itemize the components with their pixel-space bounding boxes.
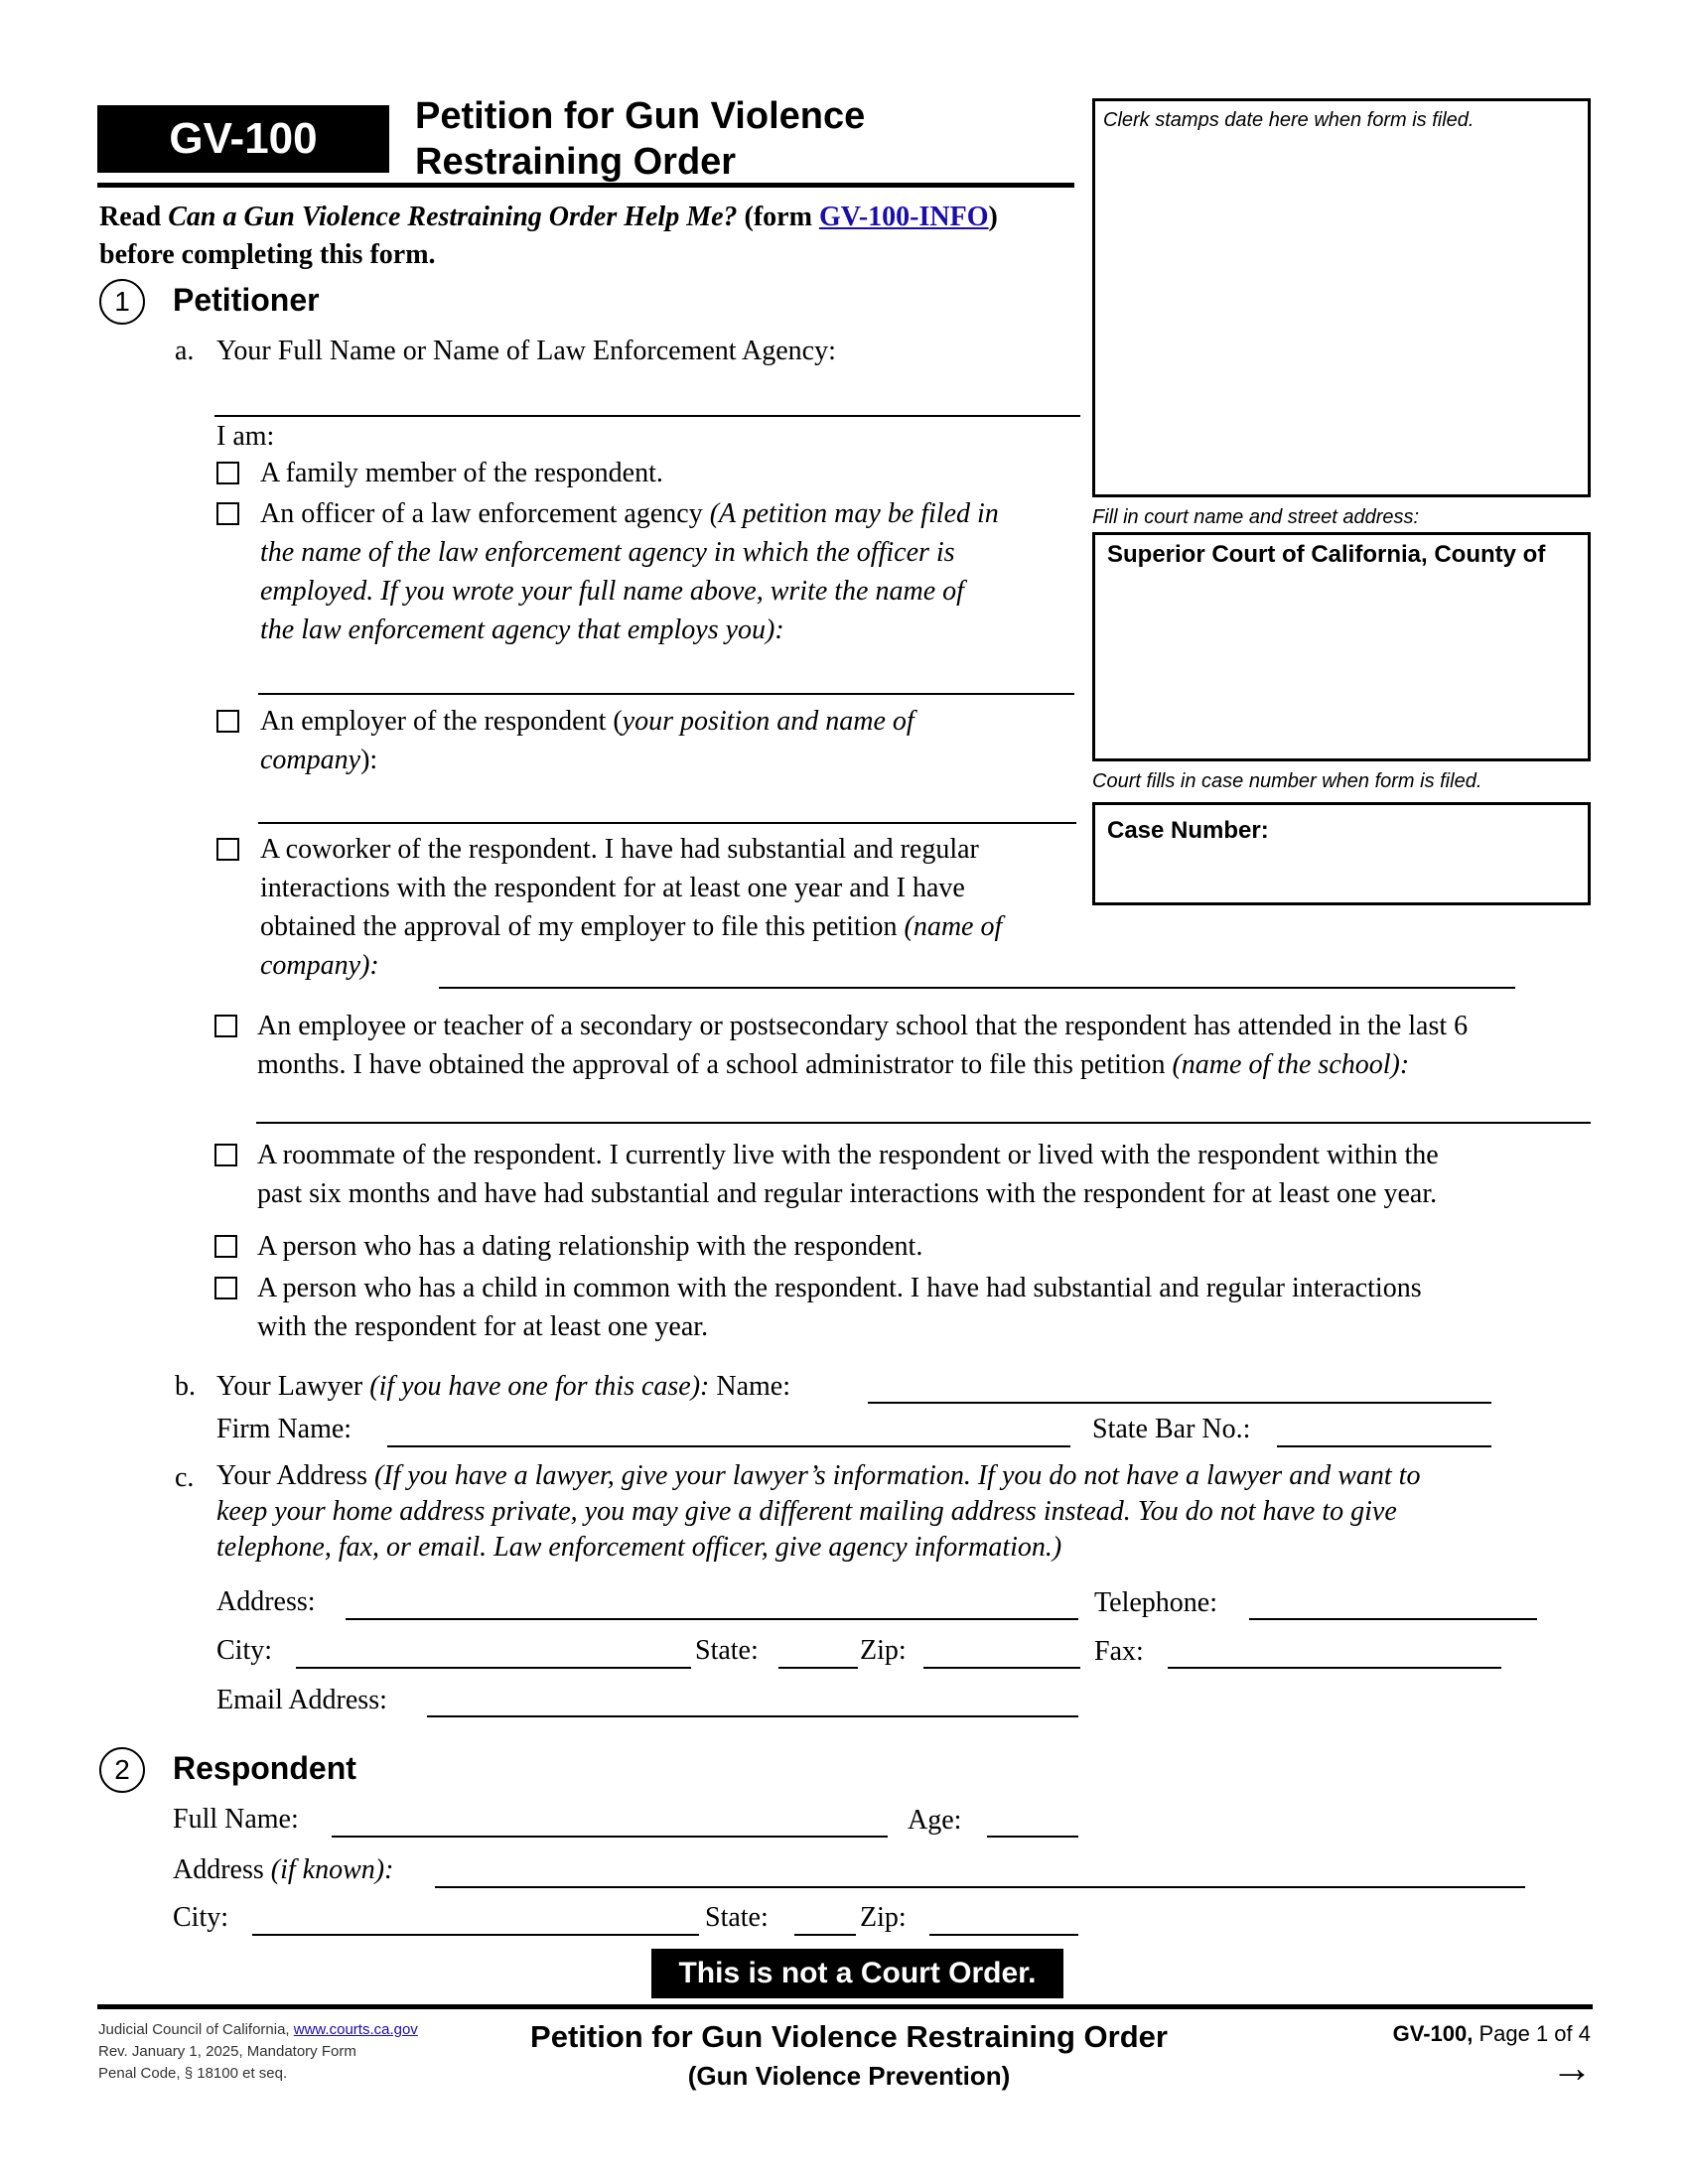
- not-court-order-notice: This is not a Court Order.: [651, 1949, 1063, 1998]
- address-label: Address:: [216, 1586, 316, 1617]
- school-name-line[interactable]: [256, 1122, 1591, 1124]
- fax-line[interactable]: [1168, 1667, 1501, 1669]
- city-label: City:: [216, 1635, 273, 1666]
- email-label: Email Address:: [216, 1685, 387, 1715]
- respondent-state-label: State:: [705, 1902, 769, 1933]
- firm-name-label: Firm Name:: [216, 1414, 352, 1444]
- item-c-letter: c.: [175, 1462, 195, 1493]
- officer-label: An officer of a law enforcement agency (A petition may be filed in the name of the law enforcement agency in which the officer is employed. If you wrote your full name above, write the name of the law enforcement agency that employs you):: [260, 498, 999, 645]
- footer-subtitle: (Gun Violence Prevention): [687, 2061, 1011, 2091]
- state-label: State:: [695, 1635, 759, 1666]
- respondent-address-label: Address (if known):: [173, 1854, 394, 1885]
- court-name-box[interactable]: [1092, 532, 1591, 761]
- gv-100-info-link[interactable]: GV-100-INFO: [818, 202, 989, 232]
- footer-meta: Judicial Council of California, www.courts.ca.gov Rev. January 1, 2025, Mandatory Form Penal Code, § 18100 et seq.: [98, 2021, 418, 2082]
- respondent-age-label: Age:: [908, 1805, 962, 1836]
- section-2-title: Respondent: [173, 1750, 356, 1786]
- read-instructions: Read Can a Gun Violence Restraining Order Help Me? (form GV-100-INFO) before completing this form.: [99, 202, 998, 270]
- address-instructions: Your Address (If you have a lawyer, give your lawyer’s information. If you do not have a lawyer and want to keep your home address private, you may give a different mailing address instead. You do not have to give telephone, fax, or email. Law enforcement officer, give agency information.): [216, 1460, 1421, 1563]
- item-a-label: Your Full Name or Name of Law Enforcement Agency:: [216, 336, 836, 366]
- footer-rule: [97, 2004, 1593, 2009]
- item-a-letter: a.: [175, 336, 195, 366]
- respondent-name-line[interactable]: [332, 1836, 888, 1838]
- state-line[interactable]: [778, 1667, 858, 1669]
- fax-label: Fax:: [1094, 1636, 1144, 1667]
- officer-checkbox[interactable]: [216, 502, 239, 525]
- employer-label: An employer of the respondent (your position and name of company):: [260, 706, 914, 775]
- item-b-letter: b.: [175, 1371, 196, 1402]
- family-member-label: A family member of the respondent.: [260, 458, 663, 488]
- dating-label: A person who has a dating relationship with the respondent.: [257, 1231, 923, 1262]
- respondent-city-line[interactable]: [252, 1934, 699, 1936]
- petitioner-name-line[interactable]: [214, 415, 1080, 417]
- respondent-city-label: City:: [173, 1902, 229, 1933]
- court-name: Superior Court of California, County of: [1107, 541, 1546, 568]
- case-number-label: Case Number:: [1107, 817, 1269, 844]
- school-label: An employee or teacher of a secondary or postsecondary school that the respondent has attended in the last 6 months. I have obtained the approval of a school administrator to file this petition (name of the school):: [257, 1011, 1469, 1080]
- coworker-company-line[interactable]: [439, 987, 1515, 989]
- address-line[interactable]: [346, 1618, 1078, 1620]
- family-member-checkbox[interactable]: [216, 462, 239, 484]
- lawyer-label: Your Lawyer (if you have one for this case): Name:: [216, 1371, 791, 1402]
- roommate-label: A roommate of the respondent. I currently live with the respondent or lived with the respondent within the past six months and have had substantial and regular interactions with the respondent for at least one year.: [257, 1140, 1439, 1209]
- zip-line[interactable]: [923, 1667, 1080, 1669]
- roommate-checkbox[interactable]: [214, 1144, 237, 1166]
- state-bar-line[interactable]: [1277, 1445, 1491, 1447]
- section-1-title: Petitioner: [173, 282, 320, 318]
- form-title-line2: Restraining Order: [415, 141, 737, 183]
- child-in-common-checkbox[interactable]: [214, 1277, 237, 1299]
- city-line[interactable]: [296, 1667, 691, 1669]
- respondent-address-line[interactable]: [435, 1886, 1525, 1888]
- lawyer-name-line[interactable]: [868, 1402, 1491, 1404]
- courts-website-link[interactable]: www.courts.ca.gov: [293, 2021, 418, 2038]
- header-rule: [97, 183, 1074, 188]
- coworker-checkbox[interactable]: [216, 838, 239, 861]
- case-number-box: [1092, 802, 1591, 905]
- court-name-label: Fill in court name and street address:: [1092, 506, 1420, 528]
- agency-name-line[interactable]: [258, 693, 1074, 695]
- respondent-age-line[interactable]: [987, 1836, 1078, 1838]
- form-title: [415, 93, 865, 185]
- coworker-label: A coworker of the respondent. I have had substantial and regular interactions with the respondent for at least one year and I have obtained the approval of my employer to file this petition (name of company):: [260, 834, 1003, 981]
- section-2-number: 2: [99, 1747, 145, 1793]
- email-line[interactable]: [427, 1715, 1078, 1717]
- school-checkbox[interactable]: [214, 1015, 237, 1037]
- state-bar-label: State Bar No.:: [1092, 1414, 1251, 1444]
- employer-company-line[interactable]: [258, 822, 1076, 824]
- respondent-name-label: Full Name:: [173, 1804, 299, 1835]
- respondent-zip-line[interactable]: [929, 1934, 1078, 1936]
- respondent-zip-label: Zip:: [860, 1902, 907, 1933]
- form-title-line1: Petition for Gun Violence: [415, 95, 866, 137]
- zip-label: Zip:: [860, 1635, 907, 1666]
- form-id-badge: GV-100: [97, 105, 389, 173]
- dating-checkbox[interactable]: [214, 1235, 237, 1258]
- telephone-line[interactable]: [1249, 1618, 1537, 1620]
- section-1-number: 1: [99, 279, 145, 325]
- next-page-arrow-icon[interactable]: →: [1551, 2044, 1593, 2091]
- child-in-common-label: A person who has a child in common with the respondent. I have had substantial and regular interactions with the respondent for at least one year.: [257, 1273, 1422, 1342]
- employer-checkbox[interactable]: [216, 710, 239, 733]
- footer-page: GV-100, Page 1 of 4: [1392, 2021, 1591, 2046]
- footer-title: Petition for Gun Violence Restraining Order: [530, 2019, 1168, 2054]
- clerk-stamp-box: [1092, 98, 1591, 497]
- case-number-note: Court fills in case number when form is filed.: [1092, 770, 1482, 792]
- respondent-state-line[interactable]: [794, 1934, 856, 1936]
- i-am-label: I am:: [216, 421, 275, 452]
- clerk-stamp-label: Clerk stamps date here when form is filed.: [1103, 109, 1475, 131]
- firm-name-line[interactable]: [387, 1445, 1070, 1447]
- telephone-label: Telephone:: [1094, 1587, 1217, 1618]
